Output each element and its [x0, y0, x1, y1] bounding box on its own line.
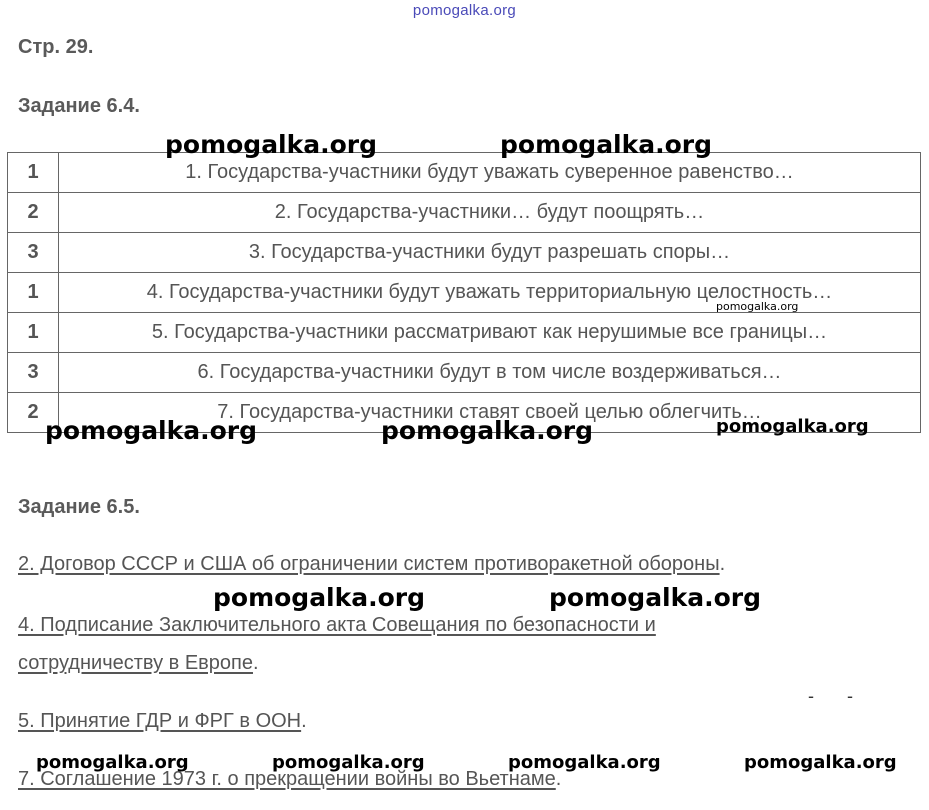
answer-period: .: [252, 652, 259, 674]
watermark: pomogalka.org: [508, 752, 661, 773]
answer-number: 2: [8, 393, 59, 433]
task-6-5-title: Задание 6.5.: [18, 496, 140, 518]
answer-number: 3: [8, 233, 59, 273]
answer-item-continuation: [18, 652, 259, 675]
watermark: pomogalka.org: [500, 130, 713, 159]
answers-table: [7, 152, 921, 433]
watermark: pomogalka.org: [716, 300, 799, 313]
watermark: pomogalka.org: [213, 583, 426, 612]
answer-period: .: [301, 710, 307, 732]
answer-number: 2: [8, 193, 59, 233]
answer-item: [18, 710, 307, 733]
watermark: pomogalka.org: [381, 416, 594, 445]
table-row: [8, 153, 921, 193]
page-reference: Стр. 29.: [18, 36, 94, 58]
answer-period: .: [719, 553, 726, 575]
answer-link[interactable]: 4. Подписание Заключительного акта Совещания по безопасности и: [18, 614, 656, 636]
table-row: [8, 313, 921, 353]
answer-item: [18, 614, 656, 637]
statement-text: 1. Государства-участники будут уважать суверенное равенство…: [59, 153, 921, 193]
watermark: pomogalka.org: [716, 416, 869, 437]
statement-text: 4. Государства-участники будут уважать территориальную целостность…: [59, 273, 921, 313]
answer-number: 1: [8, 153, 59, 193]
watermark: pomogalka.org: [272, 752, 425, 773]
answer-number: 3: [8, 353, 59, 393]
table-row: [8, 233, 921, 273]
table-row: [8, 353, 921, 393]
watermark: pomogalka.org: [45, 416, 258, 445]
answer-item: [18, 553, 725, 576]
site-watermark-top: pomogalka.org: [412, 2, 517, 19]
statement-text: 7. Государства-участники ставят своей целью облегчить…: [59, 393, 921, 433]
answer-number: 1: [8, 273, 59, 313]
statement-text: 3. Государства-участники будут разрешать споры…: [59, 233, 921, 273]
table-row: [8, 193, 921, 233]
stray-marks: - -: [808, 686, 867, 706]
statement-text: 6. Государства-участники будут в том числе воздерживаться…: [59, 353, 921, 393]
answer-link[interactable]: 2. Договор СССР и США об ограничении систем противоракетной обороны: [18, 553, 720, 575]
statement-text: 2. Государства-участники… будут поощрять…: [59, 193, 921, 233]
answer-link[interactable]: 7. Соглашение 1973 г. о прекращении войны во Вьетнаме: [18, 768, 556, 790]
answer-link[interactable]: 5. Принятие ГДР и ФРГ в ООН: [18, 710, 302, 732]
watermark: pomogalka.org: [36, 752, 189, 773]
watermark: pomogalka.org: [165, 130, 378, 159]
watermark: pomogalka.org: [549, 583, 762, 612]
answer-number: 1: [8, 313, 59, 353]
task-6-4-title: Задание 6.4.: [18, 95, 140, 117]
statement-text: 5. Государства-участники рассматривают как нерушимые все границы…: [59, 313, 921, 353]
answer-link[interactable]: сотрудничеству в Европе: [18, 652, 253, 674]
watermark: pomogalka.org: [744, 752, 897, 773]
answer-period: .: [555, 768, 562, 790]
